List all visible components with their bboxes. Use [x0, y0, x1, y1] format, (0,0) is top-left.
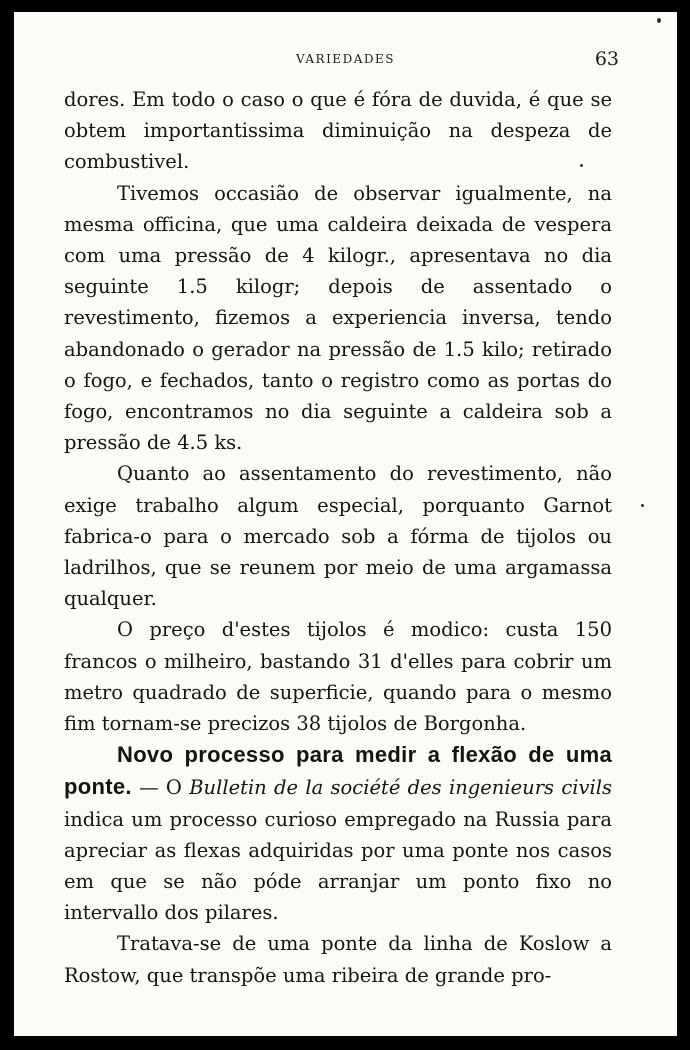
running-title: VARIEDADES: [296, 52, 395, 66]
paragraph-new-process: [64, 739, 612, 928]
body-text: [64, 84, 612, 991]
book-page: [14, 12, 677, 1036]
section-heading: Novo processo para medir a flexão de uma ponte.: [64, 742, 612, 800]
paragraph-installation: Quanto ao assentamento do revestimento, não exige trabalho algum especial, porquanto Garnot fabrica-o para o mercado sob a fórma de tijolos ou ladrilhos, que se reunem por meio de uma argamassa qualquer.: [64, 462, 612, 611]
ink-speck: [641, 504, 644, 507]
page-number: 63: [594, 48, 619, 70]
heading-dash: — O: [131, 776, 190, 800]
paragraph-continuation: dores. Em todo o caso o que é fóra de duvida, é que se obtem importantissima diminuição na despeza de combustivel.: [64, 88, 612, 174]
ink-speck: [580, 164, 583, 167]
paragraph-pressure-experiment: Tivemos occasião de observar igualmente, na mesma officina, que uma caldeira deixada de vespera com uma pressão de 4 kilogr., apresentava no dia seguinte 1.5 kilogr; depois de assentado o revestimento, fizemos a experiencia inversa, tendo abandonado o gerador na pressão de 1.5 kilo; retirado o fogo, e fechados, tanto o registro como as portas do fogo, encontramos no dia seguinte a caldeira sob a pressão de 4.5 ks.: [64, 181, 612, 455]
journal-title: Bulletin de la société des ingenieurs civils: [189, 776, 612, 800]
page-header: [14, 48, 677, 72]
paragraph-price: O preço d'estes tijolos é modico: custa 150 francos o milheiro, bastando 31 d'elles para cobrir um metro quadrado de superficie, quando para o mesmo fim tornam-se precizos 38 tijolos de Borgonha.: [64, 618, 612, 736]
ink-speck: [657, 18, 661, 23]
paragraph-bridge: Tratava-se de uma ponte da linha de Koslow a Rostow, que transpõe uma ribeira de grande pro-: [64, 932, 612, 987]
paragraph-new-process-text: indica um processo curioso empregado na Russia para apreciar as flexas adquiridas por uma ponte nos casos em que se não póde arranjar um ponto fixo no intervallo dos pilares.: [64, 807, 612, 925]
